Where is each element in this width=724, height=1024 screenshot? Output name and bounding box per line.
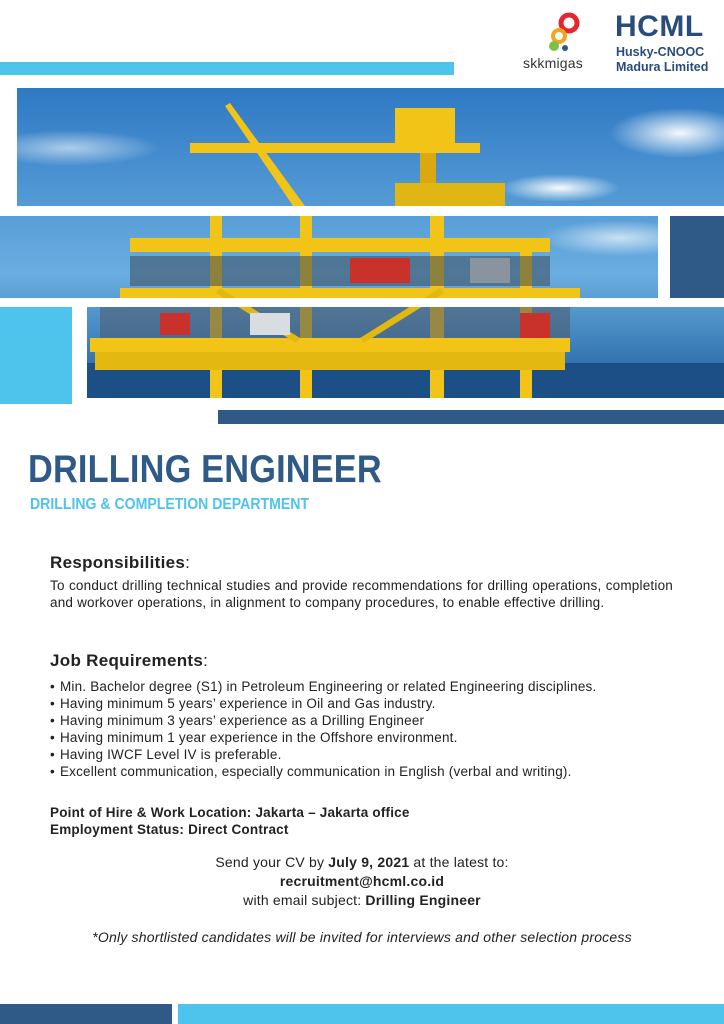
footer-cyan-bar xyxy=(178,1004,724,1024)
requirements-heading-colon: : xyxy=(203,651,209,670)
requirements-heading-label: Job Requirements xyxy=(50,651,204,670)
send-cv-prefix: Send your CV by xyxy=(215,854,329,870)
offshore-platform-image xyxy=(87,307,724,398)
hcml-logo-subtitle-1: Husky-CNOOC xyxy=(616,45,705,59)
responsibilities-heading-colon: : xyxy=(185,553,191,572)
employment-status: Employment Status: Direct Contract xyxy=(50,822,289,837)
email-subject-prefix: with email subject: xyxy=(243,892,366,908)
department-subtitle: DRILLING & COMPLETION DEPARTMENT xyxy=(30,496,309,513)
top-accent-bar xyxy=(0,62,454,75)
responsibilities-heading-label: Responsibilities xyxy=(50,553,186,572)
requirement-item: • Having minimum 3 years’ experience as a Drilling Engineer xyxy=(50,712,596,729)
skkmigas-logo-text: skkmigas xyxy=(523,55,583,71)
requirement-item: • Having minimum 5 years’ experience in Oil and Gas industry. xyxy=(50,695,596,712)
work-location: Point of Hire & Work Location: Jakarta – Jakarta office xyxy=(50,805,410,820)
responsibilities-text: To conduct drilling technical studies and provide recommendations for drilling operations, completion and workover operations, in alignment to company procedures, to enable effective drilling. xyxy=(50,578,673,610)
requirements-list xyxy=(50,678,596,780)
navy-accent-block xyxy=(670,216,724,298)
banner-strip-1 xyxy=(17,88,724,206)
requirement-item: • Min. Bachelor degree (S1) in Petroleum Engineering or related Engineering disciplines. xyxy=(50,678,596,695)
cyan-accent-block xyxy=(0,307,72,404)
recruitment-email[interactable]: recruitment@hcml.co.id xyxy=(279,873,445,889)
send-cv-suffix: at the latest to: xyxy=(409,854,509,870)
offshore-platform-image xyxy=(0,216,658,298)
email-subject: Drilling Engineer xyxy=(365,892,481,908)
navy-accent-bar xyxy=(218,410,724,424)
requirement-item: • Having minimum 1 year experience in the Offshore environment. xyxy=(50,729,596,746)
banner-strip-2 xyxy=(0,216,658,298)
requirements-heading xyxy=(50,651,208,671)
footer-navy-bar xyxy=(0,1004,172,1024)
banner-strip-3 xyxy=(87,307,724,404)
shortlist-note: *Only shortlisted candidates will be invited for interviews and other selection process xyxy=(92,929,632,945)
send-cv-line xyxy=(0,854,724,870)
requirement-item: • Having IWCF Level IV is preferable. xyxy=(50,746,596,763)
hcml-logo-subtitle-2: Madura Limited xyxy=(616,60,709,74)
job-title: DRILLING ENGINEER xyxy=(28,448,382,491)
email-subject-line xyxy=(0,892,724,908)
deadline-date: July 9, 2021 xyxy=(328,854,410,870)
hcml-logo-title: HCML xyxy=(615,10,704,43)
responsibilities-heading xyxy=(50,553,190,573)
requirement-item: • Excellent communication, especially communication in English (verbal and writing). xyxy=(50,763,596,780)
skkmigas-logo-icon xyxy=(545,12,585,54)
offshore-platform-image xyxy=(17,88,724,206)
